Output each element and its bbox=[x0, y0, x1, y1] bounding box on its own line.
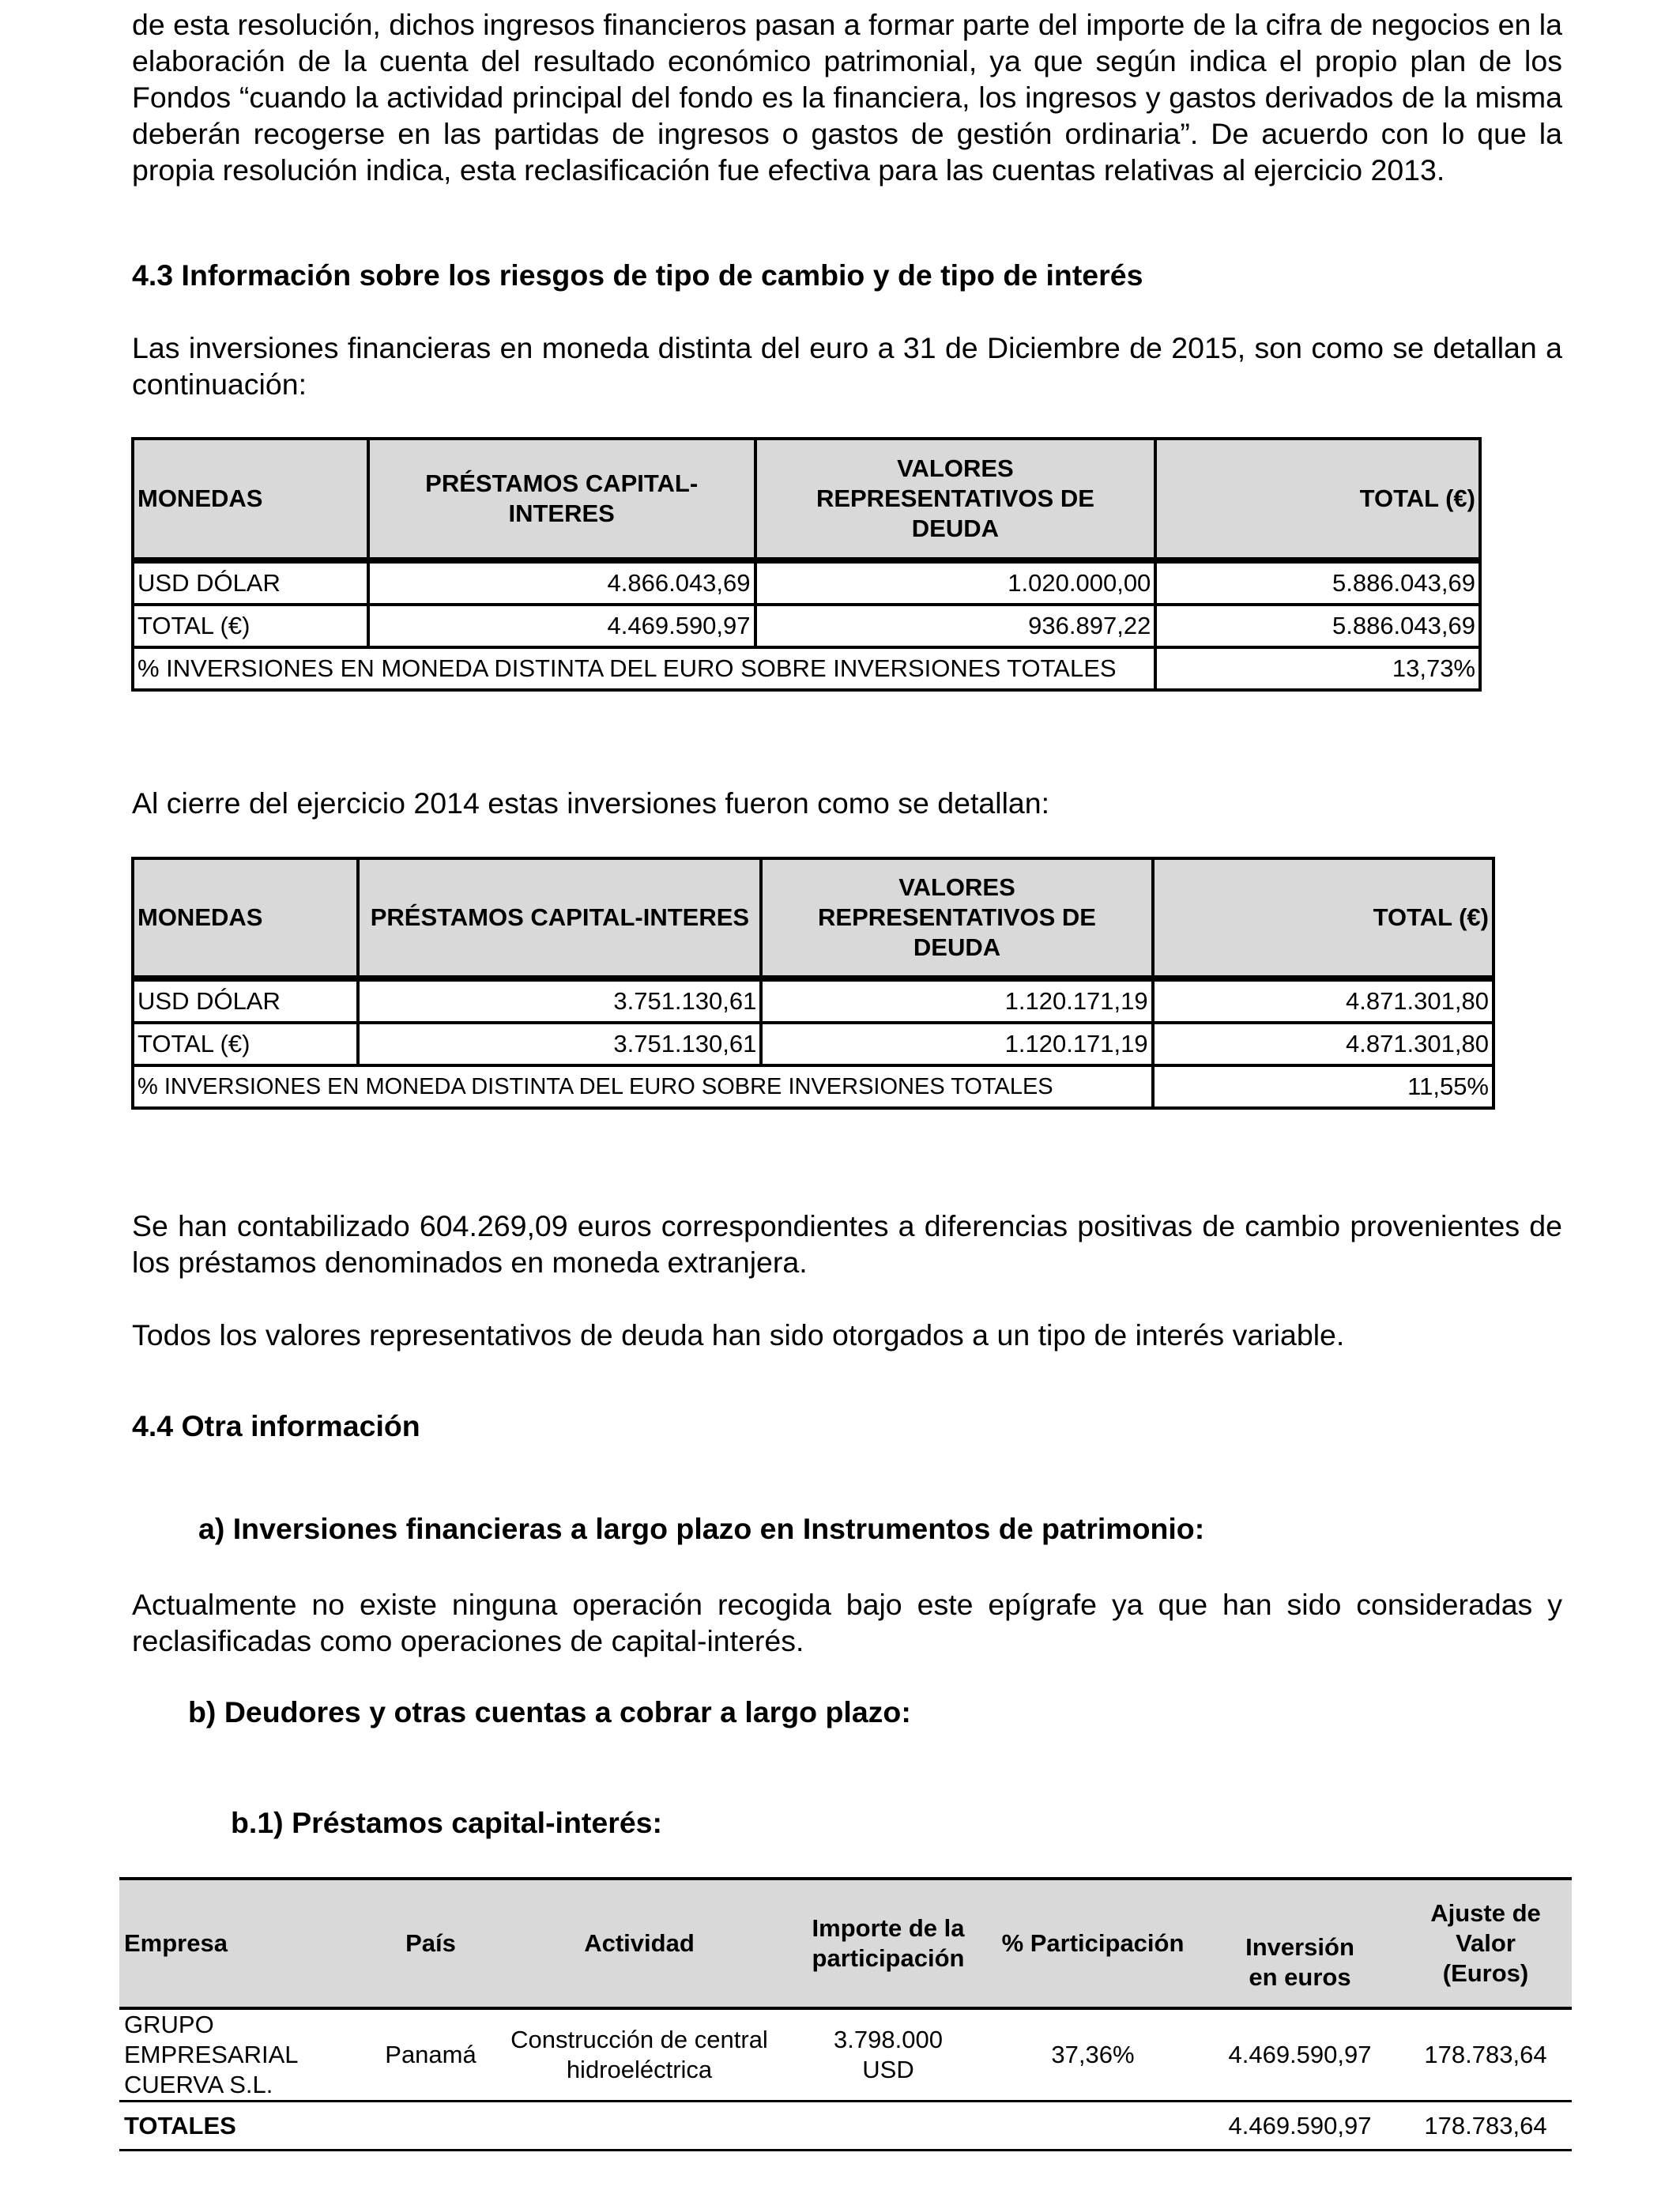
table-row-totals bbox=[119, 2102, 1572, 2151]
cell-valores: 936.897,22 bbox=[755, 605, 1156, 647]
cell-valores: 1.020.000,00 bbox=[755, 562, 1156, 605]
header-actividad: Actividad bbox=[488, 1879, 791, 2008]
section-4-3-heading: 4.3 Información sobre los riesgos de tipo de cambio y de tipo de interés bbox=[132, 258, 1143, 292]
cell-actividad-line: Construcción de central bbox=[510, 2026, 768, 2053]
header-importe-line: Importe de la bbox=[812, 1914, 965, 1942]
cell-total: 4.871.301,80 bbox=[1153, 980, 1494, 1023]
cell-empty bbox=[374, 2102, 488, 2151]
header-participacion: % Participación bbox=[985, 1879, 1200, 2008]
cell-total: 5.886.043,69 bbox=[1155, 605, 1480, 647]
cell-actividad-line: hidroeléctrica bbox=[566, 2056, 713, 2083]
cell-participacion: 37,36% bbox=[1051, 2041, 1135, 2068]
table-row-percentage bbox=[133, 1065, 1494, 1108]
para-tipo-variable: Todos los valores representativos de deuda han sido otorgados a un tipo de interés variable. bbox=[132, 1318, 1345, 1351]
cell-empresa-line: CUERVA S.L. bbox=[124, 2071, 273, 2098]
cell-prestamos: 4.469.590,97 bbox=[368, 605, 755, 647]
cell-moneda: TOTAL (€) bbox=[133, 1023, 358, 1065]
cell-importe-line: USD bbox=[862, 2056, 914, 2083]
cell-importe-line: 3.798.000 bbox=[834, 2026, 943, 2053]
table-row bbox=[133, 1023, 1494, 1065]
header-ajuste-line: Ajuste de bbox=[1430, 1899, 1541, 1927]
cell-empresa-line: GRUPO bbox=[124, 2011, 214, 2038]
cell-inversion: 4.469.590,97 bbox=[1228, 2041, 1372, 2068]
cell-totales-inversion: 4.469.590,97 bbox=[1200, 2102, 1399, 2151]
table-row bbox=[133, 980, 1494, 1023]
header-prestamos: PRÉSTAMOS CAPITAL-INTERES bbox=[368, 439, 755, 559]
section-4-4-heading: 4.4 Otra información bbox=[132, 1409, 420, 1442]
header-pais: País bbox=[374, 1879, 488, 2008]
cell-prestamos: 3.751.130,61 bbox=[358, 980, 761, 1023]
cell-valores: 1.120.171,19 bbox=[761, 1023, 1152, 1065]
cell-pct-label: % INVERSIONES EN MONEDA DISTINTA DEL EURO SOBRE INVERSIONES TOTALES bbox=[133, 1065, 1153, 1108]
cell-moneda: USD DÓLAR bbox=[133, 562, 368, 605]
intro-paragraph: de esta resolución, dichos ingresos financieros pasan a formar parte del importe de la cifra de negocios en la elaboración de la cuenta del resultado económico patrimonial, ya que según indica el propio plan de los Fondos “cuando la actividad principal del fondo es la financiera, los ingresos y gastos derivados de la misma deberán recogerse en las partidas de ingresos o gastos de gestión ordinaria”. De acuerdo con lo que la propia resolución indica, esta reclasificación fue efectiva para las cuentas relativas al ejercicio 2013. bbox=[132, 8, 1562, 187]
cell-totales-label: TOTALES bbox=[119, 2102, 374, 2151]
table-row-percentage bbox=[133, 647, 1480, 690]
subsection-a-heading: a) Inversiones financieras a largo plazo en Instrumentos de patrimonio: bbox=[198, 1512, 1205, 1545]
cell-empty bbox=[985, 2102, 1200, 2151]
cell-prestamos: 4.866.043,69 bbox=[368, 562, 755, 605]
cell-valores: 1.120.171,19 bbox=[761, 980, 1152, 1023]
subsection-a-text: Actualmente no existe ninguna operación recogida bajo este epígrafe ya que han sido consideradas y reclasificadas como operaciones de capital-interés. bbox=[132, 1588, 1562, 1657]
para-diferencias-cambio: Se han contabilizado 604.269,09 euros correspondientes a diferencias positivas de cambio provenientes de los préstamos denominados en moneda extranjera. bbox=[132, 1209, 1562, 1279]
cell-totales-ajuste: 178.783,64 bbox=[1399, 2102, 1572, 2151]
subsection-b1-heading: b.1) Préstamos capital-interés: bbox=[231, 1806, 663, 1839]
table-row bbox=[133, 605, 1480, 647]
cell-empty bbox=[488, 2102, 791, 2151]
header-ajuste bbox=[1399, 1879, 1572, 2008]
cell-pais: Panamá bbox=[385, 2041, 477, 2068]
header-empresa: Empresa bbox=[119, 1879, 374, 2008]
header-monedas: MONEDAS bbox=[133, 439, 368, 559]
header-valores: VALORES REPRESENTATIVOS DE DEUDA bbox=[755, 439, 1156, 559]
cell-actividad bbox=[488, 2008, 791, 2102]
cell-pct-label: % INVERSIONES EN MONEDA DISTINTA DEL EURO SOBRE INVERSIONES TOTALES bbox=[133, 647, 1155, 690]
table-row bbox=[133, 562, 1480, 605]
cell-ajuste: 178.783,64 bbox=[1424, 2041, 1547, 2068]
header-total: TOTAL (€) bbox=[1155, 439, 1480, 559]
currency-table-2015 bbox=[131, 437, 1482, 692]
header-inversion-line: en euros bbox=[1249, 1963, 1351, 1991]
loan-table bbox=[119, 1877, 1572, 2151]
section-4-3-intro: Las inversiones financieras en moneda distinta del euro a 31 de Diciembre de 2015, son como se detallan a continuación: bbox=[132, 331, 1562, 401]
header-prestamos: PRÉSTAMOS CAPITAL-INTERES bbox=[358, 858, 761, 977]
cell-empresa-line: EMPRESARIAL bbox=[124, 2041, 299, 2068]
cell-moneda: TOTAL (€) bbox=[133, 605, 368, 647]
header-ajuste-line: (Euros) bbox=[1442, 1959, 1529, 1987]
cell-moneda: USD DÓLAR bbox=[133, 980, 358, 1023]
cell-empty bbox=[791, 2102, 985, 2151]
table-row bbox=[119, 2008, 1572, 2102]
cell-pct-value: 13,73% bbox=[1155, 647, 1480, 690]
header-inversion bbox=[1200, 1879, 1399, 2008]
header-importe bbox=[791, 1879, 985, 2008]
currency-table-2014 bbox=[131, 857, 1495, 1110]
cell-empresa bbox=[119, 2008, 374, 2102]
header-ajuste-line: Valor bbox=[1456, 1929, 1516, 1957]
intro-2014: Al cierre del ejercicio 2014 estas inversiones fueron como se detallan: bbox=[132, 786, 1050, 820]
cell-prestamos: 3.751.130,61 bbox=[358, 1023, 761, 1065]
cell-total: 5.886.043,69 bbox=[1155, 562, 1480, 605]
header-importe-line: participación bbox=[812, 1944, 965, 1972]
header-total: TOTAL (€) bbox=[1153, 858, 1494, 977]
header-inversion-line: Inversión bbox=[1245, 1933, 1354, 1961]
header-monedas: MONEDAS bbox=[133, 858, 358, 977]
header-valores: VALORES REPRESENTATIVOS DE DEUDA bbox=[761, 858, 1152, 977]
subsection-b-heading: b) Deudores y otras cuentas a cobrar a largo plazo: bbox=[188, 1695, 911, 1728]
cell-importe bbox=[791, 2008, 985, 2102]
cell-total: 4.871.301,80 bbox=[1153, 1023, 1494, 1065]
cell-pct-value: 11,55% bbox=[1153, 1065, 1494, 1108]
